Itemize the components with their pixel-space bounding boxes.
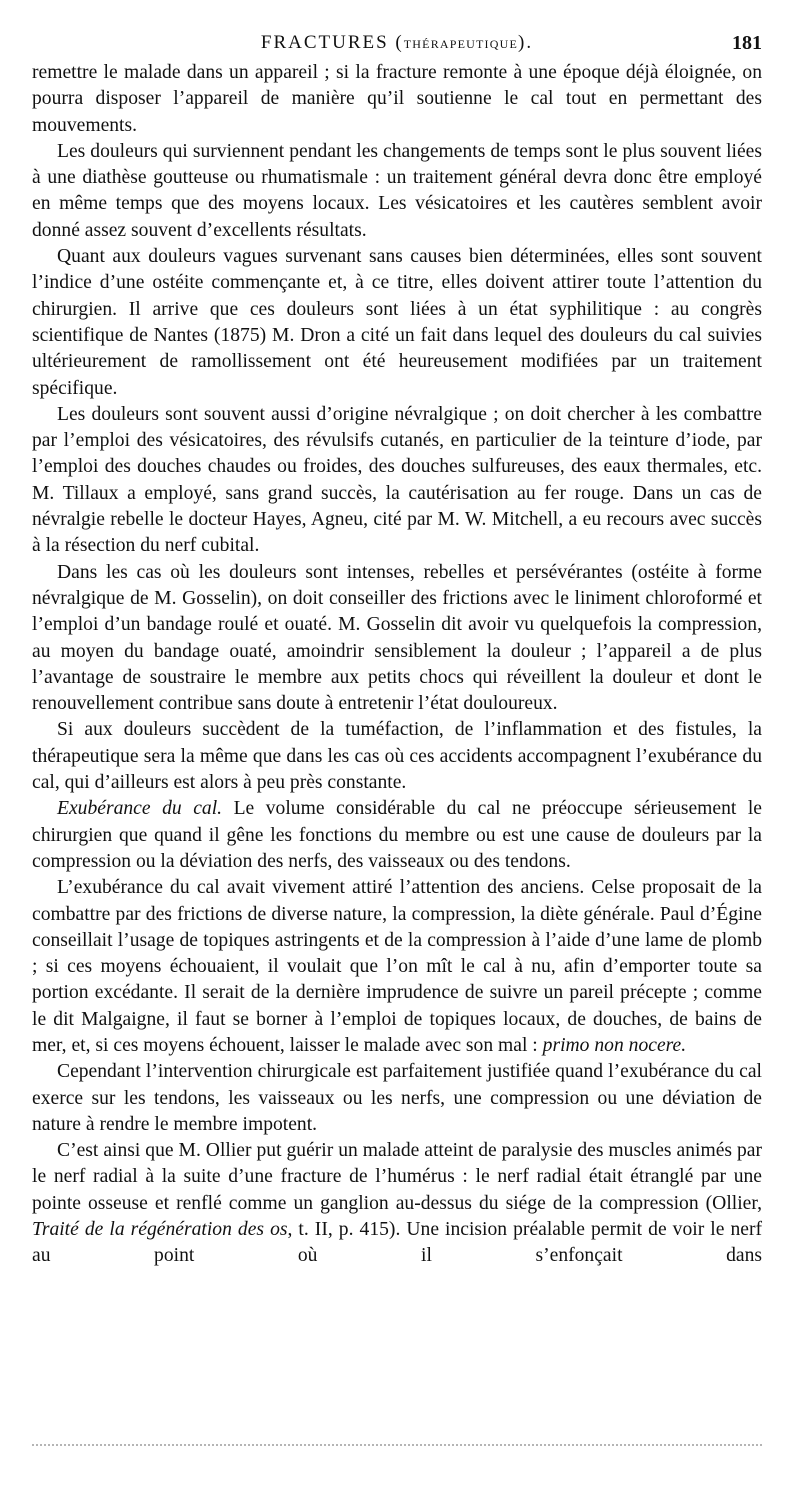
running-title-subject: THÉRAPEUTIQUE <box>403 37 519 51</box>
latin-maxim: primo non nocere. <box>542 1034 687 1056</box>
paragraph-vague-pains: Quant aux douleurs vagues survenant sans causes bien déterminées, elles sont souvent l’indice d’une ostéite commençante et, à ce titre, elles doivent attirer toute l’attention du chirurgien. Il arrive que ces douleurs sont liées à un état syphilitique : au congrès scientifique de Nantes (1875) M. Dron a cité un fait dans lequel des douleurs du cal suivies ultérieurement de ramollissement ont été heureusement modifiées par un traitement spécifique. <box>32 246 762 399</box>
paragraph-text-after: , t. II, p. 415). Une incision préalable permit de voir le nerf au point où il s’enfonçait dans <box>32 1219 762 1267</box>
paragraph-weather-pains: Les douleurs qui surviennent pendant les changements de temps sont le plus souvent liées à une diathèse goutteuse ou rhumatismale : un traitement général devra donc être employé en même temps que des moyens locaux. Les vésicatoires et les cautères semblent avoir donné assez souvent d’excellents résultats. <box>32 140 762 241</box>
paragraph-callus-exuberance <box>32 796 762 875</box>
paragraph-text: Le volume considérable du cal ne préoccupe sérieusement le chirurgien que quand il gêne les fonctions du membre ou est une cause de douleurs par la compression ou la déviation des nerfs, des vaisseaux ou des tendons. <box>32 798 763 872</box>
paragraph-ollier-case <box>32 1138 762 1269</box>
paragraph-swelling: Si aux douleurs succèdent de la tuméfaction, de l’inflammation et des fistules, la thérapeutique sera la même que dans les cas où ces accidents accompagnent l’exubérance du cal, qui d’ailleurs est alors à peu près constante. <box>32 719 762 794</box>
paragraph-surgical-intervention: Cependant l’intervention chirurgicale est parfaitement justifiée quand l’exubérance du cal exerce sur les tendons, les vaisseaux ou les nerfs, une compression ou une déviation de nature à rendre le membre impotent. <box>32 1061 762 1135</box>
page-number: 181 <box>732 32 762 54</box>
running-title-main: FRACTURES ( <box>260 32 404 53</box>
paragraph-intense-pains: Dans les cas où les douleurs sont intenses, rebelles et persévérantes (ostéite à forme névralgique de M. Gosselin), on doit conseiller des frictions avec le liniment chloroformé et l’emploi d’un bandage roulé et ouaté. M. Gosselin dit avoir vu quelquefois la compression, au moyen du bandage ouaté, amoindrir sensiblement la douleur ; l’appareil a de plus l’avantage de soustraire le membre aux petits chocs qui réveillent la douleur et dont le renouvellement contribue sans doute à entretenir l’état douloureux. <box>32 561 762 715</box>
running-header <box>32 22 762 58</box>
paragraph-text: L’exubérance du cal avait vivement attiré l’attention des anciens. Celse proposait de la combattre par des frictions de diverse nature, la compression, la diète générale. Paul d’Égine conseillait l’usage de topiques astringents et de la compression à l’aide d’une lame de plomb ; si ces moyens échouaient, il voulait que l’on mît le cal à nu, afin d’emporter toute sa portion excédante. Il serait de la dernière imprudence de suivre un pareil précepte ; comme le dit Malgaigne, il faut se borner à l’emploi de topiques locaux, de douches, de bains de mer, et, si ces moyens échouent, laisser le malade avec son mal : <box>32 877 762 1056</box>
paragraph-text: C’est ainsi que M. Ollier put guérir un malade atteint de paralysie des muscles animés par le nerf radial à la suite d’une fracture de l’humérus : le nerf radial était étranglé par une pointe osseuse et renflé comme un ganglion au-dessus du siége de la compression (Ollier, <box>32 1140 762 1214</box>
footer-rule <box>32 1444 762 1446</box>
citation-title: Traité de la régénération des os <box>32 1219 288 1241</box>
body-text <box>32 60 762 1270</box>
paragraph-ancients <box>32 875 762 1059</box>
paragraph-continued: remettre le malade dans un appareil ; si la fracture remonte à une époque déjà éloignée, on pourra disposer l’appareil de manière qu’il soutienne le cal tout en permettant des mouvements. <box>32 62 762 136</box>
running-title-end: ). <box>518 32 534 53</box>
running-title <box>32 32 762 54</box>
paragraph-neuralgic-pains: Les douleurs sont souvent aussi d’origine névralgique ; on doit chercher à les combattre par l’emploi des vésicatoires, des révulsifs cutanés, en particulier de la teinture d’iode, par l’emploi des douches chaudes ou froides, des douches sulfureuses, des eaux thermales, etc. M. Tillaux a employé, sans grand succès, la cautérisation au fer rouge. Dans un cas de névralgie rebelle le docteur Hayes, Agneu, cité par M. W. Mitchell, a eu recours avec succès à la résection du nerf cubital. <box>32 403 762 557</box>
section-heading-italic: Exubérance du cal. <box>57 798 223 820</box>
